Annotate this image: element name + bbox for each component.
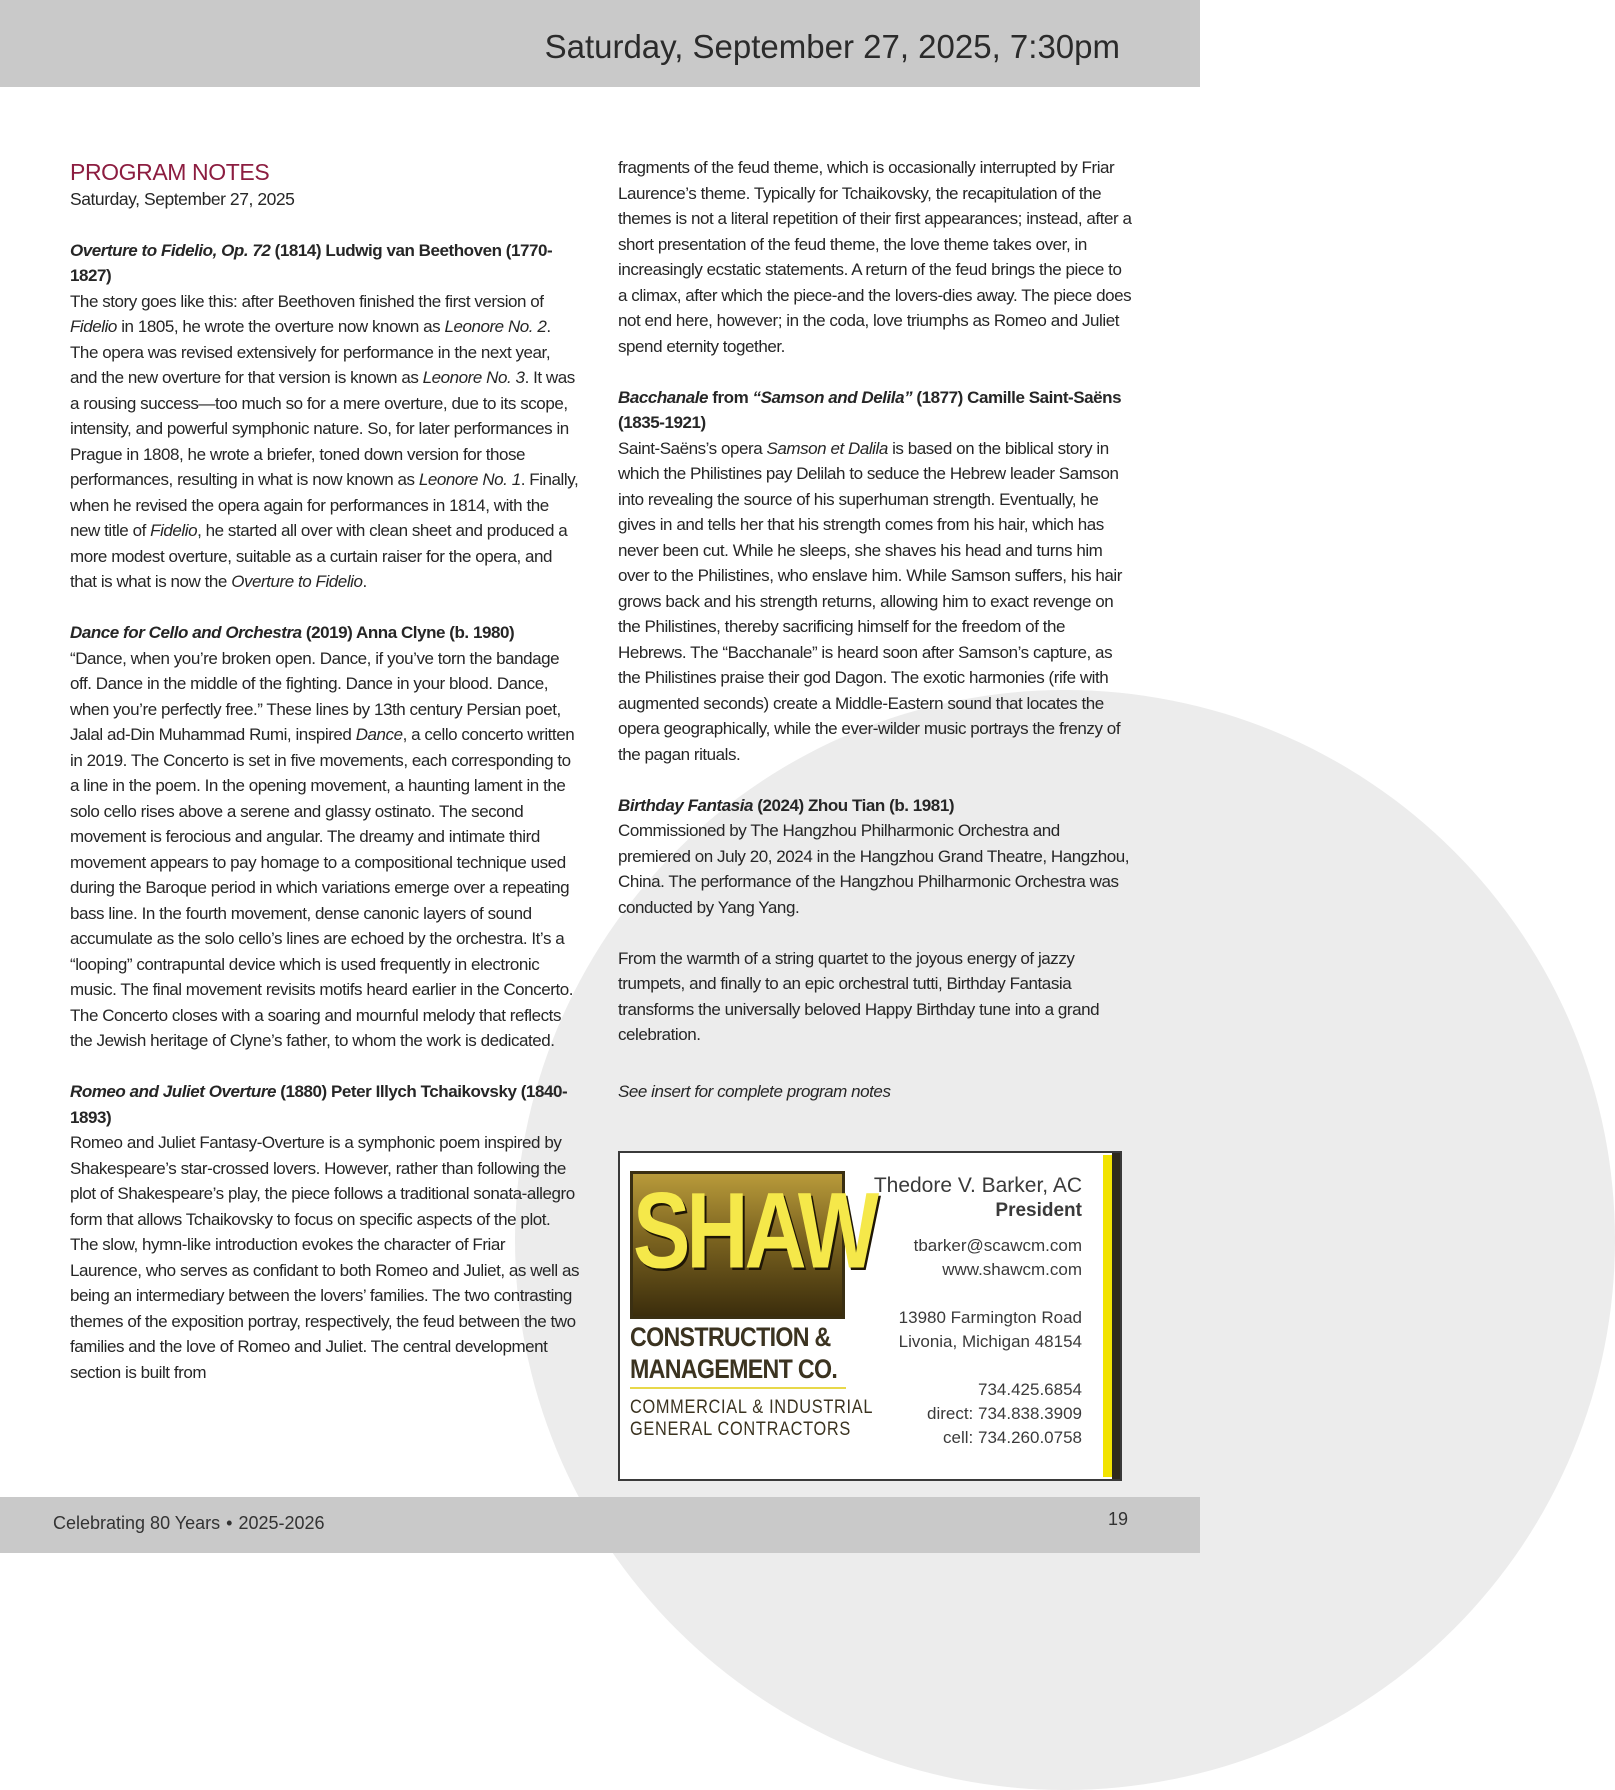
shaw-logo bbox=[630, 1171, 875, 1319]
piece-heading: Romeo and Juliet Overture (1880) Peter Illych Tchaikovsky (1840-1893) bbox=[70, 1082, 568, 1127]
piece-birthday bbox=[618, 793, 1133, 1048]
piece-dance bbox=[70, 620, 580, 1054]
company-tagline: COMMERCIAL & INDUSTRIAL GENERAL CONTRACTORS bbox=[630, 1397, 874, 1440]
ad-edge-dark bbox=[1112, 1153, 1120, 1479]
piece-body: From the warmth of a string quartet to the joyous energy of jazzy trumpets, and finally to an epic orchestral tutti, Birthday Fantasia transforms the universally beloved Happy Birthday tune into a grand celebration. bbox=[618, 948, 1100, 1044]
piece-body: Commissioned by The Hangzhou Philharmonic Orchestra and premiered on July 20, 2024 in the Hangzhou Grand Theatre, Hangzhou, China. The performance of the Hangzhou Philharmonic Orchestra was conducted by Yang Yang. bbox=[618, 821, 1130, 917]
contact-email[interactable]: tbarker@scawcm.com bbox=[913, 1236, 1082, 1255]
contact-name: Thedore V. Barker, AC bbox=[873, 1174, 1082, 1197]
piece-heading: Dance for Cello and Orchestra (2019) Anna Clyne (b. 1980) bbox=[70, 623, 515, 642]
piece-heading: Birthday Fantasia (2024) Zhou Tian (b. 1981) bbox=[618, 795, 955, 815]
contact-cell: cell: 734.260.0758 bbox=[943, 1428, 1082, 1447]
piece-romeo bbox=[70, 1079, 580, 1385]
contact-direct: direct: 734.838.3909 bbox=[926, 1404, 1082, 1423]
footer-celebration: Celebrating 80 Years • 2025-2026 bbox=[53, 1513, 325, 1533]
contact-block bbox=[874, 1173, 1082, 1450]
piece-body: “Dance, when you’re broken open. Dance, if you’ve torn the bandage off. Dance in the middle of the fighting. Dance in your blood. Dance, when you’re perfectly free.” These lines by 13th century Persian poet, Jalal ad-Din Muhammad Rumi, inspired Dance, a cello concerto written in 2019. The Concerto is set in five movements, each corresponding to a line in the poem. In the opening movement, a haunting lament in the solo cello rises above a serene and glassy ostinato. The second movement is ferocious and angular. The dreamy and intimate third movement appears to pay homage to a compositional technique used during the Baroque period in which variations emerge over a repeating bass line. In the fourth movement, dense canonic layers of sound accumulate as the solo cello’s lines are echoed by the orchestra. It’s a “looping” contrapuntal device which is used frequently in electronic music. The final movement revisits motifs heard earlier in the Concerto. The Concerto closes with a soaring and mournful melody that reflects the Jewish heritage of Clyne’s father, to whom the work is dedicated. bbox=[70, 648, 575, 1050]
contact-phone: 734.425.6854 bbox=[978, 1380, 1082, 1399]
program-notes-date: Saturday, September 27, 2025 bbox=[70, 189, 295, 209]
piece-heading: Overture to Fidelio, Op. 72 (1814) Ludwig van Beethoven (1770-1827) bbox=[70, 240, 553, 285]
footer-band bbox=[0, 1497, 1200, 1553]
insert-note: See insert for complete program notes bbox=[618, 1081, 891, 1101]
contact-website[interactable]: www.shawcm.com bbox=[942, 1260, 1082, 1279]
page-number: 19 bbox=[1107, 1509, 1128, 1529]
piece-body: The story goes like this: after Beethoven finished the first version of Fidelio in 1805, he wrote the overture now known as Leonore No. 2. The opera was revised extensively for performance in the next year, and the new overture for that version is known as Leonore No. 3. It was a rousing success—too much so for a mere overture, due to its scope, intensity, and powerful symphonic nature. So, for later performances in Prague in 1808, he wrote a briefer, toned down version for those performances, resulting in what is now known as Leonore No. 1. Finally, when he revised the opera again for performances in 1814, with the new title of Fidelio, he started all over with clean sheet and produced a more modest overture, suitable as a curtain raiser for the opera, and that is what is now the Overture to Fidelio. bbox=[70, 291, 579, 591]
contact-title: President bbox=[995, 1200, 1082, 1221]
piece-heading: Bacchanale from “Samson and Delila” (1877) Camille Saint-Saëns (1835-1921) bbox=[618, 387, 1122, 432]
piece-body: fragments of the feud theme, which is occasionally interrupted by Friar Laurence’s theme. Typically for Tchaikovsky, the recapitulation of the themes is not a literal repetition of their first appearances; instead, after a short presentation of the feud theme, the love theme takes over, in increasingly ecstatic statements. A return of the feud brings the piece to a climax, after which the piece-and the lovers-dies away. The piece does not end here, however; in the coda, love triumphs as Romeo and Juliet spend eternity together. bbox=[618, 158, 1132, 356]
piece-bacchanale bbox=[618, 385, 1133, 768]
piece-romeo-continued bbox=[618, 155, 1133, 359]
right-column bbox=[618, 155, 1133, 1104]
piece-body: Romeo and Juliet Fantasy-Overture is a symphonic poem inspired by Shakespeare’s star-crossed lovers. However, rather than following the plot of Shakespeare’s play, the piece follows a traditional sonata-allegro form that allows Tchaikovsky to focus on specific aspects of the plot. The slow, hymn-like introduction evokes the character of Friar Laurence, who serves as confidant to both Romeo and Juliet, as well as being an intermediary between the lovers’ families. The two contrasting themes of the exposition portray, respectively, the feud between the two families and the love of Romeo and Juliet. The central development section is built from bbox=[70, 1133, 580, 1382]
piece-fidelio bbox=[70, 238, 580, 595]
left-column bbox=[70, 157, 580, 1411]
header-date-time: Saturday, September 27, 2025, 7:30pm bbox=[544, 28, 1120, 65]
piece-body: Saint-Saëns’s opera Samson et Dalila is based on the biblical story in which the Philistines pay Delilah to seduce the Hebrew leader Samson into revealing the source of his superhuman strength. Eventually, he gives in and tells her that his strength comes from his hair, which has never been cut. While he sleeps, she shaves his head and turns him over to the Philistines, who enslave him. While Samson suffers, his hair grows back and his strength returns, allowing him to exact revenge on the Philistines, thereby sacrificing himself for the freedom of the Hebrews. The “Bacchanale” is heard soon after Samson’s capture, as the Philistines praise their god Dagon. The exotic harmonies (rife with augmented seconds) create a Middle-Eastern sound that locates the opera geographically, while the ever-wilder music portrays the frenzy of the pagan rituals. bbox=[618, 438, 1122, 764]
contact-city: Livonia, Michigan 48154 bbox=[898, 1332, 1082, 1351]
logo-text: SHAW bbox=[633, 1171, 875, 1291]
ad-edge-yellow bbox=[1103, 1155, 1112, 1477]
company-divider bbox=[630, 1387, 846, 1389]
contact-street: 13980 Farmington Road bbox=[898, 1308, 1082, 1327]
program-notes-title: PROGRAM NOTES bbox=[70, 159, 270, 185]
sponsor-ad bbox=[618, 1151, 1122, 1481]
company-name: CONSTRUCTION & MANAGEMENT CO. bbox=[630, 1322, 838, 1384]
header-band bbox=[0, 0, 1200, 87]
